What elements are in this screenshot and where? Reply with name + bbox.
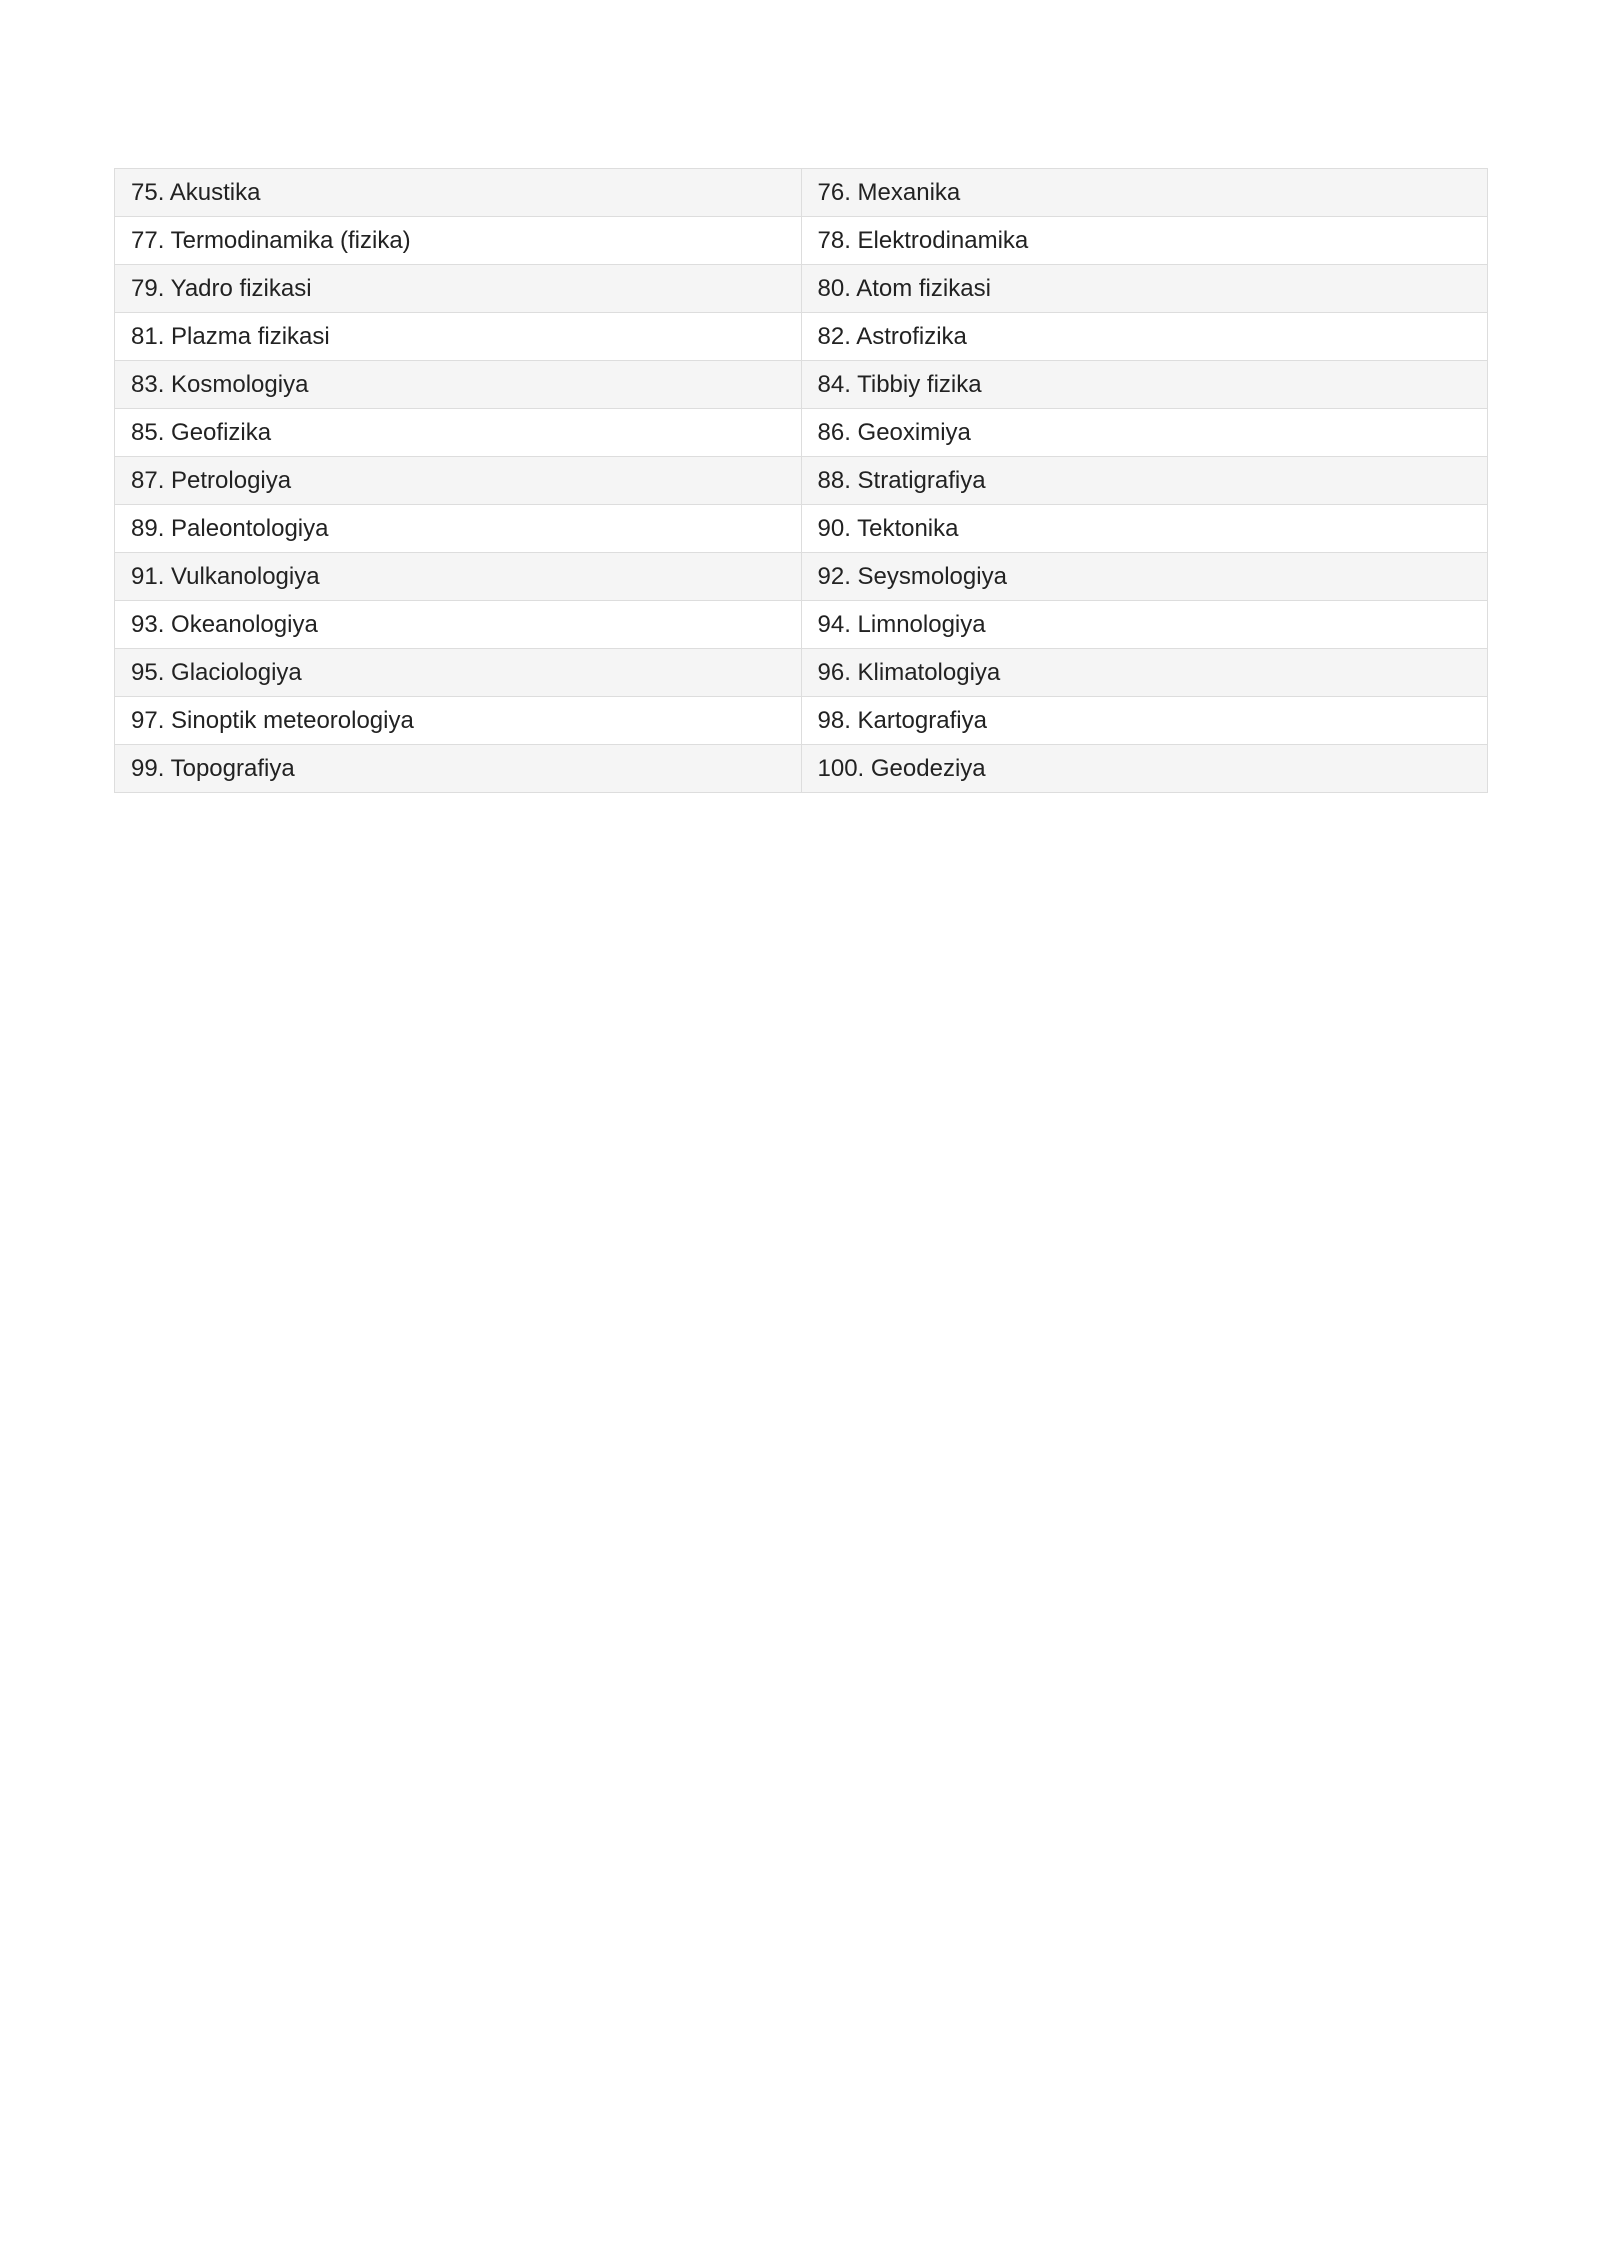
table-cell: 87. Petrologiya: [115, 457, 802, 505]
table-cell: 81. Plazma fizikasi: [115, 313, 802, 361]
table-cell: 79. Yadro fizikasi: [115, 265, 802, 313]
table-cell: 75. Akustika: [115, 169, 802, 217]
table-cell: 85. Geofizika: [115, 409, 802, 457]
table-row: [115, 313, 1488, 361]
topics-table-body: [115, 169, 1488, 793]
table-row: [115, 409, 1488, 457]
table-row: [115, 505, 1488, 553]
table-row: [115, 361, 1488, 409]
table-cell: 95. Glaciologiya: [115, 649, 802, 697]
table-cell: 92. Seysmologiya: [801, 553, 1488, 601]
table-cell: 96. Klimatologiya: [801, 649, 1488, 697]
table-cell: 93. Okeanologiya: [115, 601, 802, 649]
table-cell: 88. Stratigrafiya: [801, 457, 1488, 505]
table-cell: 84. Tibbiy fizika: [801, 361, 1488, 409]
table-row: [115, 553, 1488, 601]
table-row: [115, 169, 1488, 217]
topics-table: [114, 168, 1488, 793]
table-cell: 91. Vulkanologiya: [115, 553, 802, 601]
table-cell: 86. Geoximiya: [801, 409, 1488, 457]
table-row: [115, 649, 1488, 697]
table-row: [115, 745, 1488, 793]
table-row: [115, 697, 1488, 745]
table-cell: 90. Tektonika: [801, 505, 1488, 553]
table-row: [115, 217, 1488, 265]
table-cell: 98. Kartografiya: [801, 697, 1488, 745]
table-cell: 89. Paleontologiya: [115, 505, 802, 553]
table-cell: 82. Astrofizika: [801, 313, 1488, 361]
table-cell: 80. Atom fizikasi: [801, 265, 1488, 313]
table-row: [115, 457, 1488, 505]
table-cell: 78. Elektrodinamika: [801, 217, 1488, 265]
table-cell: 94. Limnologiya: [801, 601, 1488, 649]
table-cell: 100. Geodeziya: [801, 745, 1488, 793]
table-cell: 77. Termodinamika (fizika): [115, 217, 802, 265]
table-cell: 99. Topografiya: [115, 745, 802, 793]
table-cell: 83. Kosmologiya: [115, 361, 802, 409]
table-row: [115, 601, 1488, 649]
table-cell: 76. Mexanika: [801, 169, 1488, 217]
table-row: [115, 265, 1488, 313]
table-cell: 97. Sinoptik meteorologiya: [115, 697, 802, 745]
